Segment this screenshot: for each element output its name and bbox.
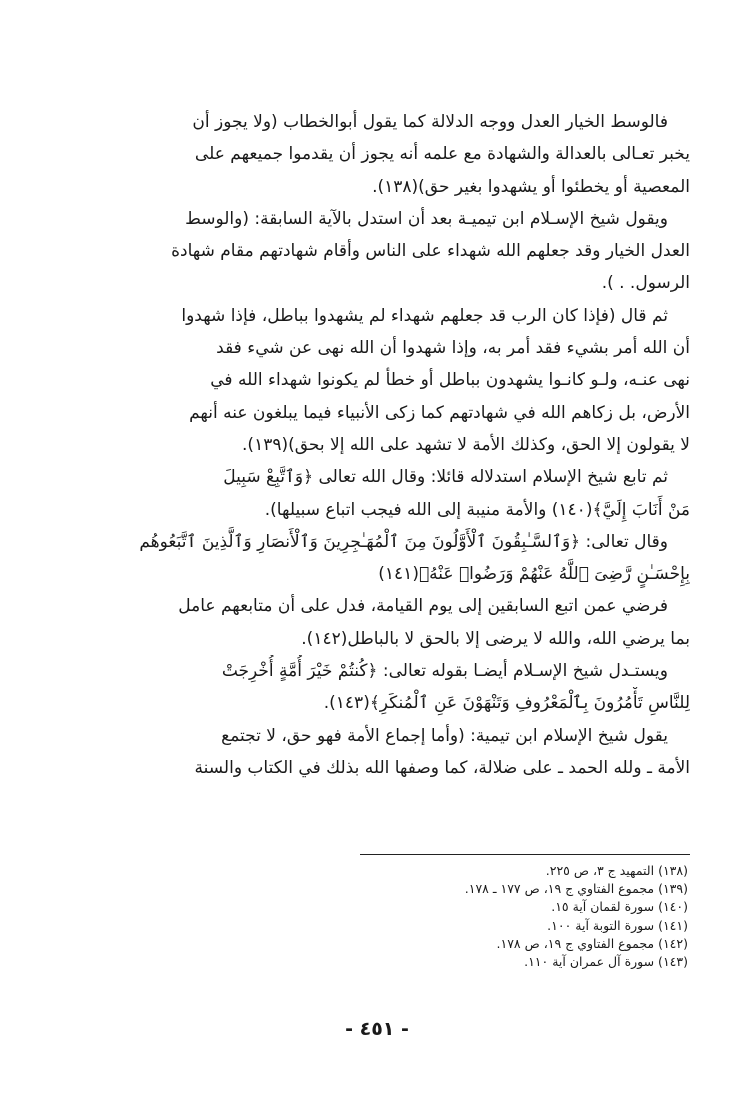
text-line: بِإِحْسَـٰنٍ رَّضِىَ ٱللَّهُ عَنْهُمْ وَرَضُوا۟ عَنْهُ﴾(١٤١) (378, 564, 690, 585)
page-number: - ٤٥١ - (345, 1018, 409, 1040)
text-line: فرضي عمن اتبع السابقين إلى يوم القيامة، فدل على أن متابعهم عامل (178, 596, 668, 617)
paragraph (62, 106, 690, 203)
text-line: نهى عنـه، ولـو كانـوا يشهدون بباطل أو خطأ لم يكونوا شهداء الله في (210, 370, 690, 391)
footnote-separator (360, 854, 690, 855)
text-line: الأرض، بل زكاهم الله في شهادتهم كما زكى الأنبياء فيما يبلغون عنه أنهم (189, 402, 690, 423)
text-line: الأمة ـ ولله الحمد ـ على ضلالة، كما وصفها الله بذلك في الكتاب والسنة (194, 757, 690, 778)
footnote: (١٤١) سورة التوبة آية ١٠٠. (547, 917, 688, 933)
text-line: يخبر تعـالى بالعدالة والشهادة مع علمه أنه يجوز أن يقدموا جميعهم على (194, 144, 690, 165)
footnote: (١٣٩) مجموع الفتاوي ج ١٩، ص ١٧٧ ـ ١٧٨. (464, 881, 688, 897)
paragraph (62, 526, 690, 591)
text-line: ويقول شيخ الإسـلام ابن تيميـة بعد أن استدل بالآية السابقة: (والوسط (185, 208, 668, 229)
paragraph (62, 720, 690, 785)
text-line: أن الله أمر بشيء فقد أمر به، وإذا شهدوا أن الله نهى عن شيء فقد (216, 338, 690, 359)
paragraph (62, 203, 690, 300)
text-line: ثم تابع شيخ الإسلام استدلاله قائلا: وقال الله تعالى ﴿وَٱتَّبِعْ سَبِيلَ (223, 467, 668, 488)
footnote: (١٣٨) التمهيد ج ٣، ص ٢٢٥. (545, 863, 688, 878)
text-line: لِلنَّاسِ تَأْمُرُونَ بِٱلْمَعْرُوفِ وَتَنْهَوْنَ عَنِ ٱلْمُنكَرِ﴾(١٤٣). (323, 693, 690, 714)
paragraph (62, 590, 690, 655)
text-line: فالوسط الخيار العدل ووجه الدلالة كما يقول أبوالخطاب (ولا يجوز أن (192, 112, 668, 132)
text-line: الرسول. . ). (601, 273, 690, 294)
footnote: (١٤٠) سورة لقمان آية ١٥. (551, 899, 688, 915)
text-line: وقال تعالى: ﴿وَٱلسَّـٰبِقُونَ ٱلْأَوَّلُونَ مِنَ ٱلْمُهَـٰجِرِينَ وَٱلْأَنصَارِ وَٱلَّذِينَ ٱتَّبَعُوهُم (139, 531, 668, 552)
text-line: لا يقولون إلا الحق، وكذلك الأمة لا تشهد على الله إلا بحق)(١٣٩). (242, 434, 690, 455)
paragraph (62, 300, 690, 461)
text-line: المعصية أو يخطئوا أو يشهدوا بغير حق)(١٣٨). (372, 176, 690, 197)
footnotes-list (288, 862, 688, 971)
paragraph (62, 655, 690, 720)
paragraph (62, 461, 690, 526)
footnote: (١٤٢) مجموع الفتاوي ج ١٩، ص ١٧٨. (496, 935, 688, 951)
text-line: بما يرضي الله، والله لا يرضى إلا بالحق لا بالباطل(١٤٢). (301, 628, 690, 649)
main-text (62, 106, 690, 784)
text-line: مَنْ أَنَابَ إِلَيَّ﴾(١٤٠) والأمة منيبة إلى الله فيجب اتباع سبيلها). (264, 499, 690, 520)
footnote: (١٤٣) سورة آل عمران آية ١١٠. (524, 954, 688, 970)
text-line: ثم قال (فإذا كان الرب قد جعلهم شهداء لم يشهدوا بباطل، فإذا شهدوا (181, 305, 668, 326)
text-line: يقول شيخ الإسلام ابن تيمية: (وأما إجماع الأمة فهو حق، لا تجتمع (221, 725, 668, 746)
text-line: ويستـدل شيخ الإسـلام أيضـا بقوله تعالى: ﴿كُنتُمْ خَيْرَ أُمَّةٍ أُخْرِجَتْ (221, 661, 668, 682)
text-line: العدل الخيار وقد جعلهم الله شهداء على الناس وأقام شهادتهم مقام شهادة (171, 241, 690, 262)
